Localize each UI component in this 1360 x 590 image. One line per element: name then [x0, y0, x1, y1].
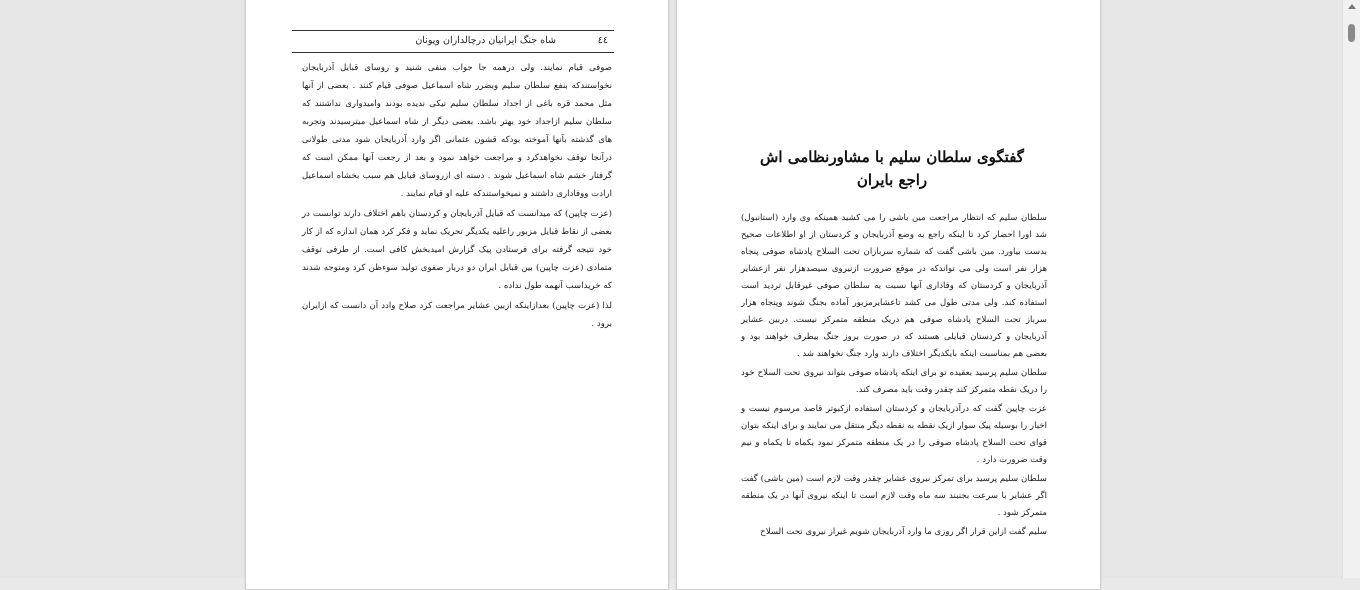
scrollbar-thumb[interactable] [1348, 24, 1355, 42]
page-body-text [741, 210, 1047, 543]
paragraph: عزت چاپین گفت که درآذربایجان و کردستان استفاده ازکبوتر قاصد مرسوم نیست و اخبار را بوسیله پیک سوار ازیک نقطه به نقطه دیگر منتقل می نمایند و برای اینکه بتوان قوای تحت السلاح پادشاه صوفی را در یک منطقه متمرکز نمود یکماه تا یکماه و نیم وقت ضرورت دارد . [741, 404, 1047, 465]
document-page-left [245, 0, 669, 590]
paragraph: صوفی قیام نمایند. ولی درهمه جا جواب منفی شنید و روسای قبایل آذربایجان نخواستندکه بنفع سلطان سلیم وبضرر شاه اسماعیل صوفی قیام کنند . بعضی از آنها مثل محمد قره باغی از اجداد سلطان سلیم نیکی ندیده بودند وامیدواری نداشتند که سلطان سلیم ازاجداد خود بهتر باشد. بعضی دیگر از شاه اسماعیل میترسیدند وتجربه های گذشته بآنها آموخته بودکه قشون عثمانی اگر وارد آذربایجان شود مدتی طولانی درآنجا توقف نخواهدکرد و مراجعت خواهد نمود و بعد از رجعت آنها ممکن است که گرفتار خشم شاه اسماعیل شوند . دسته ای ازروسای قبایل هم سبب بخشاه اسماعیل ارادت ووفاداری داشتند و نمیخواستندکه علیه او قیام نمایند . [302, 63, 612, 199]
chapter-title: گفتگوی سلطان سلیم با مشاورنظامی اش راجع بایران [760, 148, 1024, 189]
header-rule-top [292, 30, 614, 31]
paragraph: سلطان سلیم پرسید برای تمرکز نیروی عشایر چقدر وقت لازم است (مین باشی) گفت اگر عشایر با سرعت بجنبند سه ماه وقت لازم است تا اینکه نیروی آنها در یک منطقه متمرکز شود . [741, 474, 1047, 518]
paragraph: سلطان سلیم پرسید بعقیده تو برای اینکه پادشاه صوفی بتواند نیروی تحت السلاح خود را دریک نقطه متمرکز کند چقدر وقت باید مصرف کند. [741, 368, 1047, 395]
scroll-up-arrow-icon[interactable] [1348, 4, 1356, 9]
paragraph: سلطان سلیم که انتظار مراجعت مین باشی را می کشید همینکه وی وارد (استانبول) شد اورا احضار کرد تا اینکه راجع به وضع آذربایجان و کردستان از او اطلاعات صحیح بدست بیاورد. مین باشی گفت که شماره سربازان تحت السلاح پادشاه صوفی پنجاه هزار نفر است ولی می تواندکه در موقع ضرورت ازنیروی سیصدهزار نفر ازعشایر آذربایجان و کردستان که وفاداری آنها نسبت به سلطان صوفی غیرقابل تردید است استفاده کند. ولی مدتی طول می کشد تاعشایرمزبور آماده بجنگ شوند وپنجاه هزار سرباز تحت السلاح پادشاه صوفی هم دریک منطقه متمرکز نیست. دربین عشایر آذربایجان و کردستان قبایلی هستند که در صورت بروز جنگ بیطرف خواهند بود و بعضی هم بمناسبت اینکه بایکدیگر اختلاف دارند وارد جنگ نخواهند شد . [741, 213, 1047, 359]
vertical-scrollbar[interactable] [1342, 0, 1360, 578]
document-page-right [676, 0, 1101, 590]
paragraph: (عزت چاپین) که میدانست که قبایل آذربایجان و کردستان باهم اختلاف دارند توانست در بعضی از نقاط قبایل مزبور راعلیه یکدیگر تحریک نماید و فکر کرد همان اندازه که از کار خود نتیجه گرفته برای فرستادن پیک گزارش امیدبخش کافی است. از طرفی توقف متمادی (عزت چاپین) بین قبایل ایران دو دربار صفوی تولید سوءظن کرد ومتوجه شدند که خریداسب آنهمه طول نداده . [302, 209, 612, 291]
running-head-title: شاه جنگ ایرانیان درچالداران وپونان [415, 35, 556, 46]
running-head [292, 35, 614, 49]
page-body-text [302, 59, 612, 335]
paragraph: لذا (عزت چاپین) بعدازاینکه ازبین عشایر مراجعت کرد صلاح وادد آن دانست که ازایران برود . [302, 301, 612, 329]
header-rule-bottom [292, 52, 614, 53]
page-number: ٤٤ [597, 35, 608, 46]
paragraph: سلیم گفت ازاین قرار اگر روزی ما وارد آذربایجان شویم غیراز نیروی تحت السلاح [760, 527, 1047, 537]
